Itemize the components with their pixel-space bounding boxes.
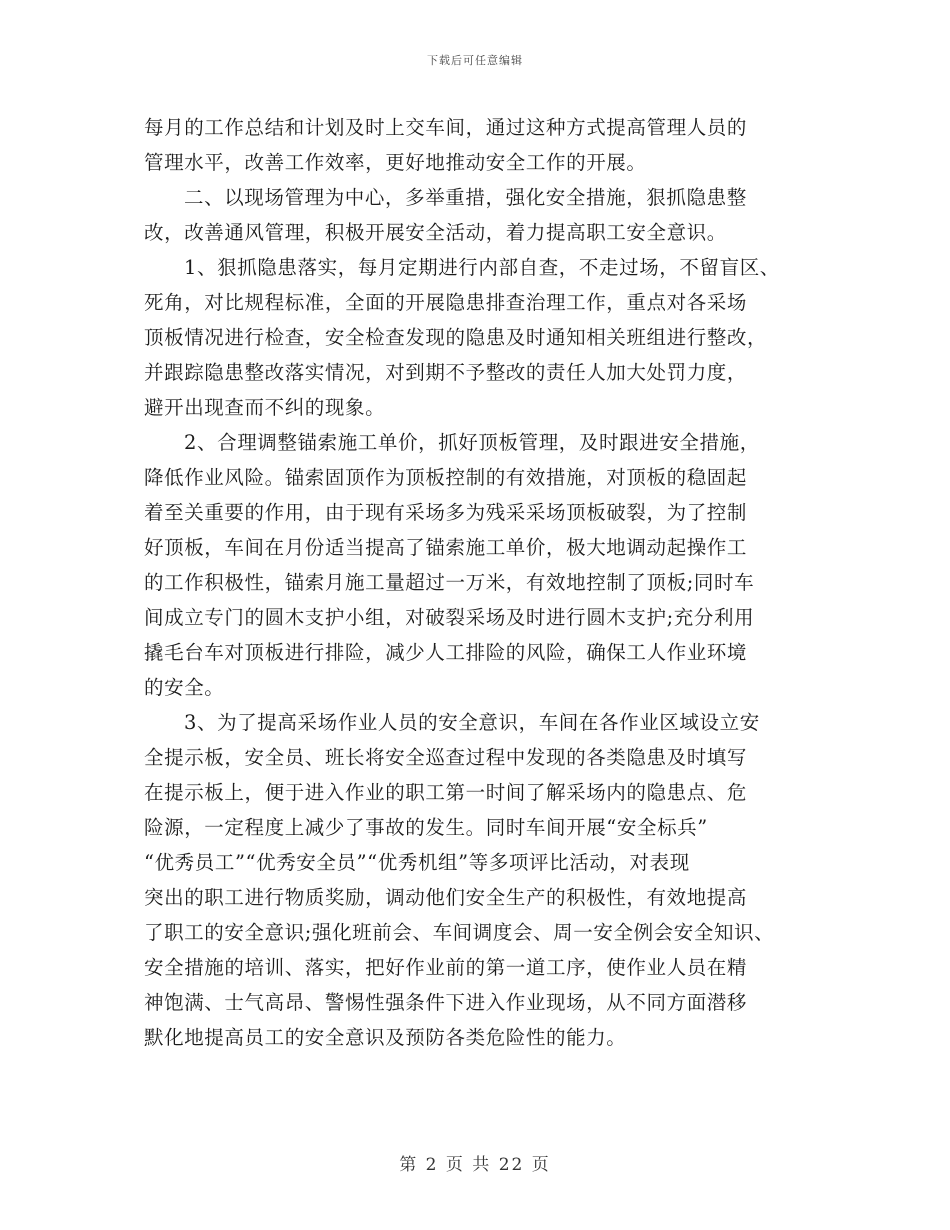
text-line: 避开出现查而不纠的现象。 [144,396,386,419]
text-line: 突出的职工进行物质奖励，调动他们安全生产的积极性，有效地提高 [144,886,748,909]
text-line: 间成立专门的圆木支护小组，对破裂采场及时进行圆木支护;充分利用 [144,606,755,629]
text-line: 安全措施的培训、落实，把好作业前的第一道工序，使作业人员在精 [144,956,748,979]
text-line: 了职工的安全意识;强化班前会、车间调度会、周一安全例会安全知识、 [144,921,775,944]
text-line: 死角，对比规程标准，全面的开展隐患排查治理工作，重点对各采场 [144,291,748,314]
text-line: 的安全。 [144,676,225,699]
text-line: 每月的工作总结和计划及时上交车间，通过这种方式提高管理人员的 [144,116,748,139]
text-line: 好顶板，车间在月份适当提高了锚索施工单价，极大地调动起操作工 [144,536,748,559]
text-line: “优秀员工”“优秀安全员”“优秀机组”等多项评比活动，对表现 [144,851,690,874]
text-line: 管理水平，改善工作效率，更好地推动安全工作的开展。 [144,151,647,174]
paragraph-start-line: 2、合理调整锚索施工单价，抓好顶板管理，及时跟进安全措施， [184,431,760,454]
section-heading-line: 二、以现场管理为中心，多举重措，强化安全措施，狠抓隐患整 [184,186,747,209]
text-line: 默化地提高员工的安全意识及预防各类危险性的能力。 [144,1026,627,1049]
text-line: 险源，一定程度上减少了事故的发生。同时车间开展“安全标兵” [144,816,708,839]
paragraph-start-line: 3、为了提高采场作业人员的安全意识，车间在各作业区域设立安 [184,711,760,734]
text-line: 神饱满、士气高昂、警惕性强条件下进入作业现场，从不同方面潜移 [144,991,748,1014]
document-body [144,110,834,1055]
text-line: 并跟踪隐患整改落实情况，对到期不予整改的责任人加大处罚力度， [144,361,748,384]
text-line: 改，改善通风管理，积极开展安全活动，着力提高职工安全意识。 [144,221,727,244]
text-line: 在提示板上，便于进入作业的职工第一时间了解采场内的隐患点、危 [144,781,748,804]
text-line: 降低作业风险。锚索固顶作为顶板控制的有效措施，对顶板的稳固起 [144,466,748,489]
page-number-footer: 第 2 页 共 22 页 [399,1155,551,1175]
text-line: 的工作积极性，锚索月施工量超过一万米，有效地控制了顶板;同时车 [144,571,755,594]
text-line: 顶板情况进行检查，安全检查发现的隐患及时通知相关班组进行整改， [144,326,768,349]
text-line: 全提示板，安全员、班长将安全巡查过程中发现的各类隐患及时填写 [144,746,748,769]
page-header: 下载后可任意编辑 [427,54,523,67]
text-line: 着至关重要的作用，由于现有采场多为残采采场顶板破裂，为了控制 [144,501,748,524]
paragraph-start-line: 1、狠抓隐患落实，每月定期进行内部自查，不走过场，不留盲区、 [184,256,780,279]
text-line: 撬毛台车对顶板进行排险，减少人工排险的风险，确保工人作业环境 [144,641,748,664]
